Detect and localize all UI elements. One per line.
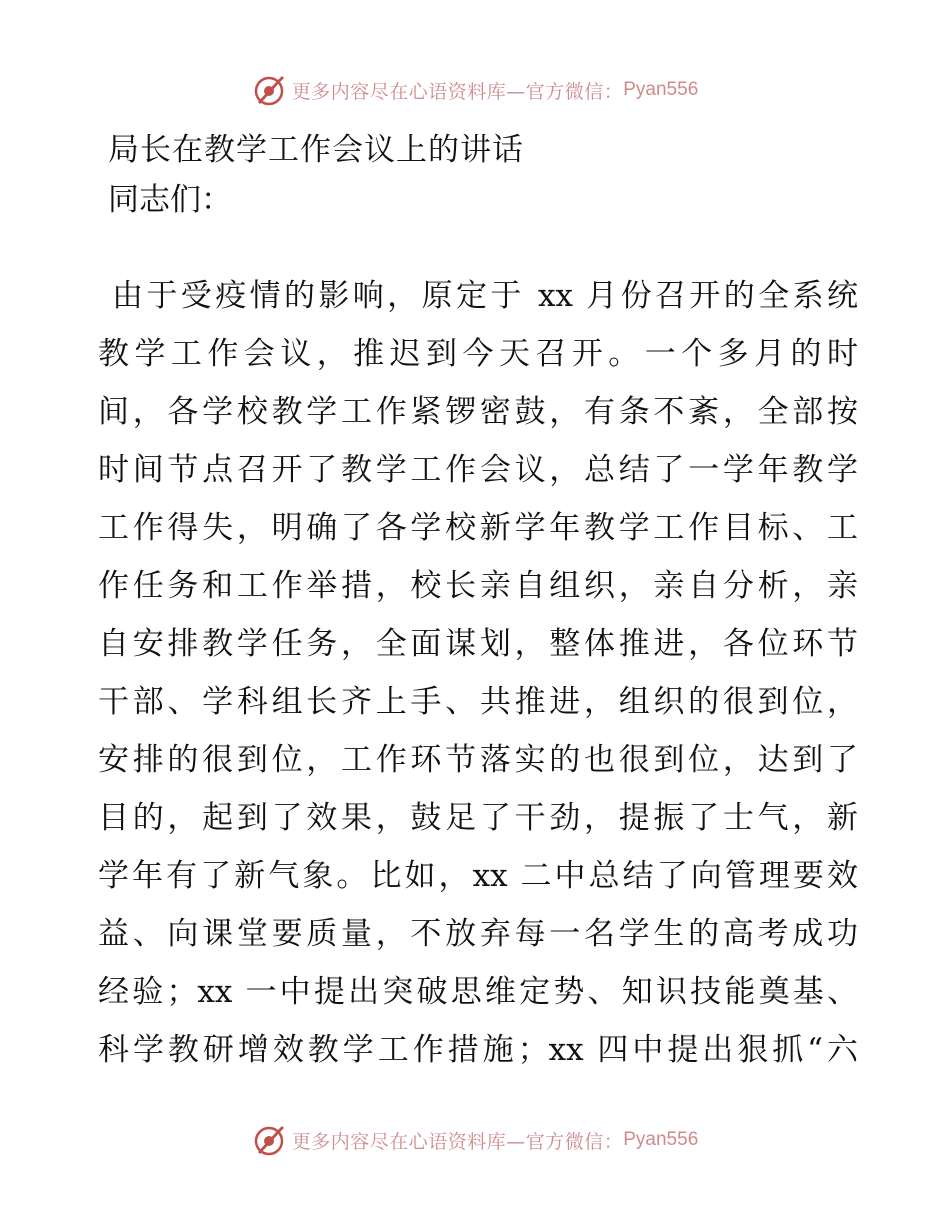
body-line: 安排的很到位，工作环节落实的也很到位，达到了 (98, 742, 858, 778)
body-paragraph (98, 273, 858, 1085)
wechat-id: Pyan556 (623, 1129, 699, 1150)
body-line: 科学教研增效教学工作措施；xx 四中提出狠抓“六 (98, 1032, 858, 1068)
body-line: 目的，起到了效果，鼓足了干劲，提振了士气，新 (98, 800, 858, 836)
body-line: 由于受疫情的影响，原定于 xx 月份召开的全系统 (112, 278, 858, 314)
document-title: 局长在教学工作会议上的讲话 (108, 132, 524, 168)
body-line: 教学工作会议，推迟到今天召开。一个多月的时 (98, 336, 858, 372)
watermark-text: 更多内容尽在心语资料库—官方微信： (291, 80, 624, 103)
body-line: 间，各学校教学工作紧锣密鼓，有条不紊，全部按 (98, 394, 858, 430)
wechat-id: Pyan556 (623, 79, 699, 100)
watermark-text: 更多内容尽在心语资料库—官方微信： (291, 1130, 624, 1153)
body-line: 干部、学科组长齐上手、共推进，组织的很到位， (98, 684, 858, 720)
body-line: 时间节点召开了教学工作会议，总结了一学年教学 (98, 452, 858, 488)
body-line: 益、向课堂要质量，不放弃每一名学生的高考成功 (98, 916, 858, 952)
body-line: 自安排教学任务，全面谋划，整体推进，各位环节 (98, 626, 858, 662)
red-pen-logo-icon (252, 1122, 288, 1158)
body-line: 工作得失，明确了各学校新学年教学工作目标、工 (98, 510, 858, 546)
greeting: 同志们： (108, 182, 232, 218)
body-line: 学年有了新气象。比如，xx 二中总结了向管理要效 (98, 858, 858, 894)
red-pen-logo-icon (252, 72, 288, 108)
body-line: 经验；xx 一中提出突破思维定势、知识技能奠基、 (98, 974, 858, 1010)
body-line: 作任务和工作举措，校长亲自组织，亲自分析，亲 (98, 568, 858, 604)
header-watermark-banner (0, 70, 950, 110)
footer-watermark-banner (0, 1120, 950, 1160)
